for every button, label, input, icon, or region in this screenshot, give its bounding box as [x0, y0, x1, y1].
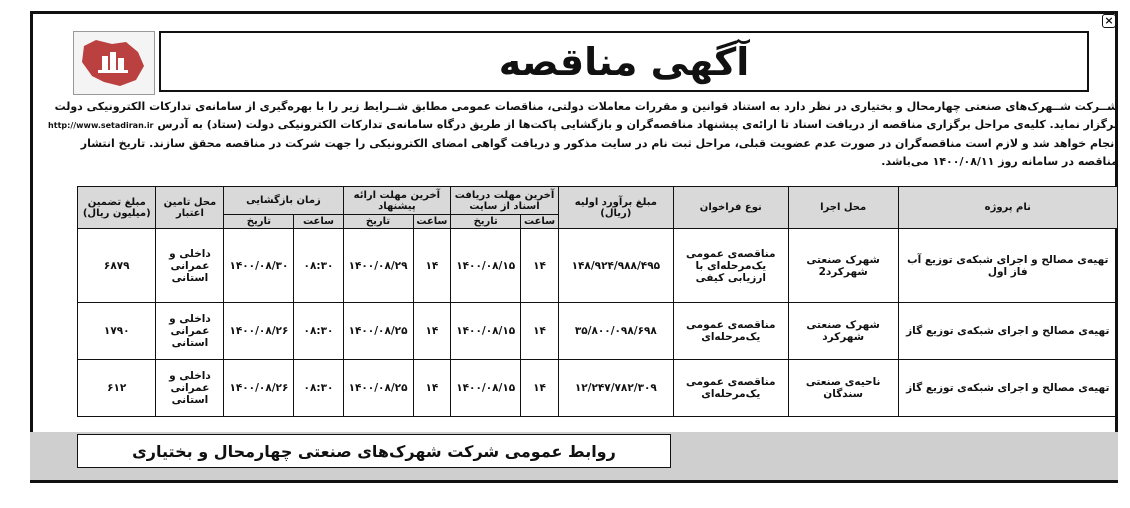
header-location: محل اجرا — [788, 187, 898, 229]
funding-cell: داخلی و عمرانی استانی — [156, 303, 224, 360]
footer-text: روابط عمومی شرکت شهرک‌های صنعتی چهارمحال و بختیاری — [132, 441, 616, 461]
location-cell: ناحیه‌ی صنعتی سندگان — [788, 360, 898, 417]
header-doc-hour: ساعت — [521, 215, 559, 229]
header-open-hour: ساعت — [294, 215, 343, 229]
open-date-cell: ۱۴۰۰/۰۸/۲۶ — [224, 360, 294, 417]
table-row — [78, 360, 1118, 417]
estimate-cell: ۱۲/۲۴۷/۷۸۲/۳۰۹ — [558, 360, 673, 417]
location-cell: شهرک صنعتی شهرکرد2 — [788, 229, 898, 303]
header-project: نام پروژه — [898, 187, 1117, 229]
intro-line-2-text: برگزار نماید. کلیه‌ی مراحل برگزاری مناقصه از دریافت اسناد تا ارائه‌ی پیشنهاد مناقصه‌گران و بازگشایی پاکت‌ها از طریق درگاه سامانه‌ی تدارکات الکترونیکی دولت (ستاد) به آدرس — [157, 118, 1118, 131]
header-call-type: نوع فراخوان — [673, 187, 788, 229]
funding-cell: داخلی و عمرانی استانی — [156, 360, 224, 417]
header-estimate: مبلغ برآورد اولیه (ریال) — [558, 187, 673, 229]
table-row — [78, 303, 1118, 360]
open-hour-cell: ۰۸:۳۰ — [294, 360, 343, 417]
table-row — [78, 229, 1118, 303]
project-cell: تهیه‌ی مصالح و اجرای شبکه‌ی توزیع گاز — [898, 360, 1117, 417]
intro-line-4: مناقصه در سامانه روز ۱۴۰۰/۰۸/۱۱ می‌باشد. — [881, 155, 1118, 168]
project-cell: تهیه‌ی مصالح و اجرای شبکه‌ی توزیع آب فاز اول — [898, 229, 1117, 303]
offer-date-cell: ۱۴۰۰/۰۸/۲۹ — [343, 229, 413, 303]
header-funding: محل تامین اعتبار — [156, 187, 224, 229]
intro-line-1: شــرکت شــهرک‌های صنعتی چهارمحال و بختیاری در نظر دارد به استناد قوانین و مقررات معاملات دولتی، مناقصات عمومی مطابق شــرایط زیر را با بهره‌گیری از سامانه‌ی تدارکات الکترونیکی دولت — [54, 100, 1118, 113]
intro-line-2 — [40, 116, 1118, 135]
doc-hour-cell: ۱۴ — [521, 303, 559, 360]
open-hour-cell: ۰۸:۳۰ — [294, 229, 343, 303]
offer-date-cell: ۱۴۰۰/۰۸/۲۵ — [343, 360, 413, 417]
header-open-date: تاریخ — [224, 215, 294, 229]
estimate-cell: ۱۴۸/۹۲۴/۹۸۸/۴۹۵ — [558, 229, 673, 303]
estimate-cell: ۳۵/۸۰۰/۰۹۸/۶۹۸ — [558, 303, 673, 360]
header-guarantee: مبلغ تضمین (میلیون ریال) — [78, 187, 156, 229]
header-doc-date: تاریخ — [451, 215, 521, 229]
location-cell: شهرک صنعتی شهرکرد — [788, 303, 898, 360]
setadiran-link[interactable]: http://www.setadiran.ir — [48, 121, 154, 130]
funding-cell: داخلی و عمرانی استانی — [156, 229, 224, 303]
call-type-cell: مناقصه‌ی عمومی یک‌مرحله‌ای — [673, 303, 788, 360]
open-date-cell: ۱۴۰۰/۰۸/۲۶ — [224, 303, 294, 360]
header-offer-hour: ساعت — [413, 215, 451, 229]
offer-hour-cell: ۱۴ — [413, 360, 451, 417]
doc-date-cell: ۱۴۰۰/۰۸/۱۵ — [451, 303, 521, 360]
header-offer-date: تاریخ — [343, 215, 413, 229]
intro-text — [40, 98, 1118, 171]
open-date-cell: ۱۴۰۰/۰۸/۳۰ — [224, 229, 294, 303]
open-hour-cell: ۰۸:۳۰ — [294, 303, 343, 360]
header-offer-deadline: آخرین مهلت ارائه پیشنهاد — [343, 187, 451, 215]
doc-date-cell: ۱۴۰۰/۰۸/۱۵ — [451, 229, 521, 303]
doc-hour-cell: ۱۴ — [521, 229, 559, 303]
offer-hour-cell: ۱۴ — [413, 229, 451, 303]
offer-date-cell: ۱۴۰۰/۰۸/۲۵ — [343, 303, 413, 360]
guarantee-cell: ۱۷۹۰ — [78, 303, 156, 360]
doc-date-cell: ۱۴۰۰/۰۸/۱۵ — [451, 360, 521, 417]
company-logo — [73, 31, 155, 95]
page-title: آگهی مناقصه — [498, 39, 750, 84]
header-opening: زمان بازگشایی — [224, 187, 343, 215]
close-icon[interactable]: × — [1102, 14, 1116, 28]
tender-table — [77, 186, 1118, 417]
guarantee-cell: ۶۸۷۹ — [78, 229, 156, 303]
project-cell: تهیه‌ی مصالح و اجرای شبکه‌ی توزیع گاز — [898, 303, 1117, 360]
intro-line-3: انجام خواهد شد و لازم است مناقصه‌گران در صورت عدم عضویت قبلی، مراحل ثبت نام در سایت مذکور و دریافت گواهی امضای الکترونیکی را جهت شرکت در مناقصه محقق سازند. تاریخ انتشار — [80, 137, 1118, 150]
header-doc-deadline: آخرین مهلت دریافت اسناد از سایت — [451, 187, 559, 215]
map-logo-icon — [74, 32, 154, 94]
call-type-cell: مناقصه‌ی عمومی یک‌مرحله‌ای — [673, 360, 788, 417]
footer-signature — [77, 434, 671, 468]
call-type-cell: مناقصه‌ی عمومی یک‌مرحله‌ای با ارزیابی کیفی — [673, 229, 788, 303]
offer-hour-cell: ۱۴ — [413, 303, 451, 360]
title-box — [159, 31, 1089, 92]
guarantee-cell: ۶۱۲ — [78, 360, 156, 417]
doc-hour-cell: ۱۴ — [521, 360, 559, 417]
